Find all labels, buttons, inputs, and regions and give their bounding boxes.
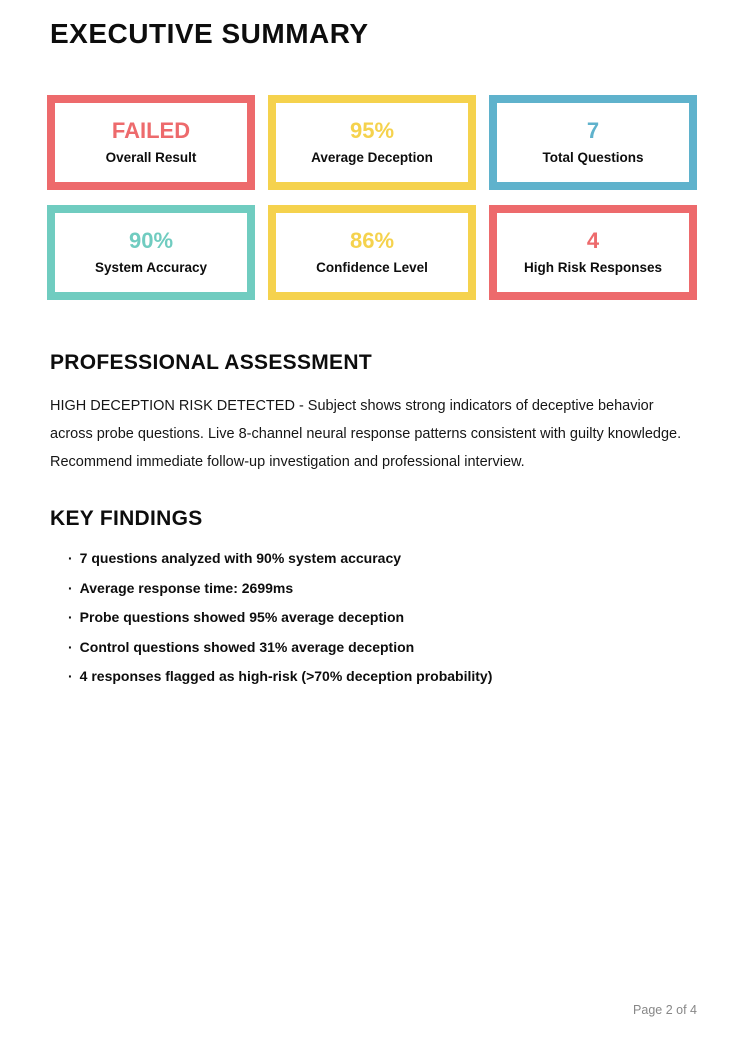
stat-value: FAILED bbox=[111, 118, 191, 144]
professional-assessment-body: HIGH DECEPTION RISK DETECTED - Subject shows strong indicators of deceptive behavior across probe questions. Live 8-channel neural response patterns consistent with guilty knowledge. Recommend immediate follow-up investigation and professional interview. bbox=[50, 398, 682, 470]
bullet-icon: · bbox=[68, 579, 73, 596]
stat-label: System Accuracy bbox=[94, 260, 208, 276]
stat-value: 95% bbox=[349, 118, 395, 144]
list-item bbox=[68, 640, 697, 654]
stat-label: Average Deception bbox=[311, 150, 433, 166]
stat-label: Overall Result bbox=[105, 150, 197, 166]
stat-card-high-risk-responses bbox=[489, 205, 697, 300]
bullet-icon: · bbox=[68, 638, 73, 655]
list-item bbox=[68, 551, 697, 565]
key-findings-heading: KEY FINDINGS bbox=[50, 507, 203, 530]
stat-value: 90% bbox=[128, 228, 174, 254]
page-title: EXECUTIVE SUMMARY bbox=[50, 18, 369, 49]
stat-card-average-deception bbox=[268, 95, 476, 190]
bullet-icon: · bbox=[68, 668, 73, 684]
bullet-icon: · bbox=[68, 609, 73, 625]
list-item bbox=[68, 610, 697, 624]
list-item bbox=[68, 581, 697, 595]
stat-label: Confidence Level bbox=[316, 260, 428, 276]
finding-text: Average response time: 2699ms bbox=[79, 579, 294, 596]
stat-value: 4 bbox=[586, 228, 600, 254]
finding-text: 7 questions analyzed with 90% system accuracy bbox=[79, 550, 402, 566]
key-findings-section bbox=[47, 507, 697, 683]
stat-card-system-accuracy bbox=[47, 205, 255, 300]
bullet-icon: · bbox=[68, 550, 73, 566]
professional-assessment-section bbox=[47, 351, 697, 476]
stat-value: 86% bbox=[349, 228, 395, 254]
stat-label: Total Questions bbox=[542, 150, 644, 166]
stat-value: 7 bbox=[586, 118, 600, 144]
stat-label: High Risk Responses bbox=[523, 260, 663, 276]
professional-assessment-heading: PROFESSIONAL ASSESSMENT bbox=[50, 351, 372, 374]
stat-card-total-questions bbox=[489, 95, 697, 190]
finding-text: 4 responses flagged as high-risk (>70% deception probability) bbox=[79, 668, 493, 684]
finding-text: Probe questions showed 95% average deception bbox=[79, 609, 405, 625]
list-item bbox=[68, 669, 697, 683]
stat-card-confidence-level bbox=[268, 205, 476, 300]
finding-text: Control questions showed 31% average deception bbox=[79, 638, 415, 655]
page-number: Page 2 of 4 bbox=[633, 1003, 697, 1017]
stat-card-overall-result bbox=[47, 95, 255, 190]
key-findings-list bbox=[68, 551, 697, 683]
summary-stats-grid bbox=[47, 95, 697, 300]
